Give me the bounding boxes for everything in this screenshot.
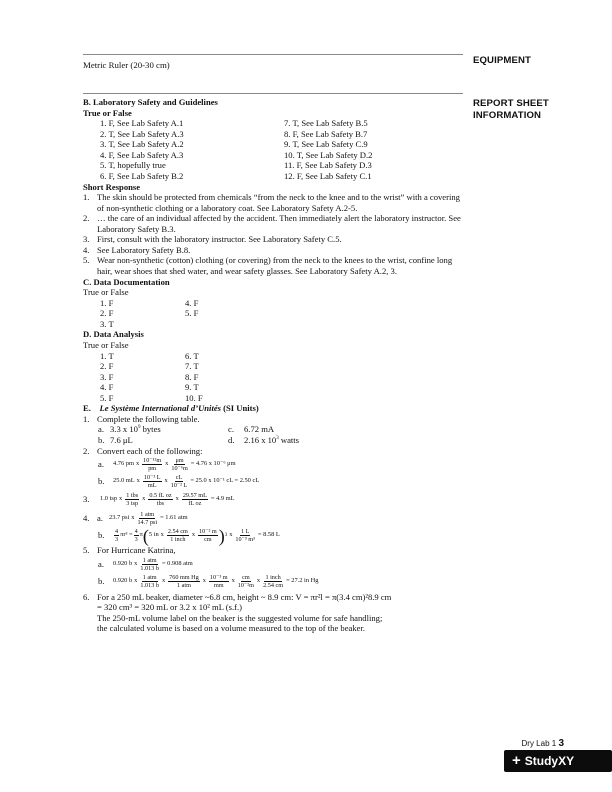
q6-line4: the calculated volume is based on a volume measured to the top of the beaker. (97, 623, 365, 634)
list-item: 9. T, See Lab Safety C.9 (284, 139, 368, 150)
equation-3: 3. 1.0 tsp x $\frac{\text{1 tbs}}{\text{3 tsp}}$ x $\frac{\text{0.5 fL oz}}{\text{tbs}}$ x $\frac{29.57 mL}{\text{fL oz}}$ = 4.9 mL (83, 492, 235, 508)
list-item: 7. T (185, 361, 199, 372)
question-2: 2. Convert each of the following: (83, 445, 203, 456)
section-d-title: D. Data Analysis (83, 329, 144, 340)
item-text: The skin should be protected from chemicals “from the neck to the knee and to the wrist” with a covering of non-synthetic clothing or a laboratory coat. See Laboratory Safety A.2-5. (97, 192, 460, 213)
list-item: 3. F (100, 371, 114, 382)
q1a-unit: bytes (140, 424, 161, 435)
item-number: 1. (83, 192, 90, 203)
item-number: 5. (83, 255, 90, 266)
item-text: … the care of an individual affected by the accident. Then immediately alert the laboratory instructor. See Laboratory Safety B.3. (97, 213, 461, 234)
brand-label: StudyXY (524, 753, 575, 768)
side-heading-line1: REPORT SHEET (473, 98, 549, 109)
q1d-unit: watts (278, 435, 300, 445)
list-item: 6. T (185, 350, 199, 361)
item-text: See Laboratory Safety B.8. (97, 244, 191, 255)
ruler-label: Metric Ruler (20-30 cm) (83, 60, 170, 70)
top-rule (83, 54, 463, 55)
c-right-col (185, 298, 270, 330)
question-5: 5. For Hurricane Katrina, (83, 545, 176, 556)
short-response-item (83, 255, 468, 276)
short-response-item (83, 192, 468, 213)
fraction: $\frac{\text{1 atm}}{1.013 b}$ (140, 556, 159, 572)
fraction: $\frac{\text{10⁻¹²m}}{pm}$ (143, 457, 162, 473)
fraction: $\frac{1 L}{\text{10⁻³ m³}}$ (235, 528, 255, 544)
studyxy-badge[interactable] (504, 750, 612, 772)
list-item: 2. F (100, 308, 114, 319)
list-item: 3. T (100, 318, 114, 329)
list-item: 1. T (100, 350, 114, 361)
question-5-text: For Hurricane Katrina, (97, 545, 176, 556)
fraction: $\frac{29.57 mL}{\text{fL oz}}$ (182, 492, 207, 508)
plus-icon: + (512, 751, 521, 769)
question-2-text: Convert each of the following: (97, 445, 203, 456)
list-item: 4. F, See Lab Safety A.3 (100, 149, 184, 160)
q1-a: a. 3.3 x $10^9$ bytes (98, 424, 161, 435)
question-6: 6. For a 250 mL beaker, diameter ~6.8 cm, height ~ 8.9 cm: V = πr²l = π(3.4 cm)²8.9 cm = 320 cm³ = 320 mL or 3.2 x 10² mL (s.f.) The 250-mL volume label on the beaker is the suggested volume for safe handling; the calculated volume is based on a volume measured to the top of the beaker. (83, 591, 392, 634)
fraction: $\frac{\text{10⁻² m}}{cm}$ (199, 528, 217, 544)
fraction: $\frac{\text{760 mm Hg}}{\text{1 atm}}$ (169, 573, 199, 589)
list-item: 9. T (185, 382, 199, 393)
page-number: 3 (558, 738, 564, 749)
section-c-tf-heading: True or False (83, 287, 129, 298)
section-c-title: C. Data Documentation (83, 276, 170, 287)
section-c-list (83, 298, 468, 330)
list-item: 10. T, See Lab Safety D.2 (284, 149, 373, 160)
side-heading-line2: INFORMATION (473, 110, 542, 121)
q1-right (228, 424, 299, 445)
fraction: $\frac{cL}{\text{10⁻² L}}$ (170, 474, 188, 490)
tf-right-col (284, 118, 468, 181)
section-rule (83, 93, 463, 94)
list-item: 11. F, See Lab Safety D.3 (284, 160, 372, 171)
fraction: $\frac{cm}{\text{10⁻²m}}$ (237, 573, 254, 589)
side-heading-equipment: EQUIPMENT (473, 55, 531, 66)
tf-left-col (100, 118, 284, 181)
fraction: $\frac{\text{0.5 fL oz}}{\text{tbs}}$ (149, 492, 172, 508)
section-e-italic: Le Système International d’Unités (99, 403, 221, 414)
short-response-heading: Short Response (83, 181, 141, 192)
item-number: 2. (83, 213, 90, 224)
q1d-exp: 3 (276, 436, 279, 442)
equation-2a: a. 4.76 pm x $\frac{\text{10⁻¹²m}}{pm}$ x $\frac{\mu m}{\text{10⁻⁶m}}$ = 4.76 x 10⁻⁶ μm (98, 457, 236, 473)
q6-line1: For a 250 mL beaker, diameter ~6.8 cm, height ~ 8.9 cm: V = πr²l = π(3.4 cm)²8.9 cm (97, 591, 392, 602)
q1-left (98, 424, 228, 445)
item-text: First, consult with the laboratory instructor. See Laboratory Safety C.5. (97, 234, 342, 245)
fraction: $\frac{\text{10⁻³ m}}{mm}$ (209, 573, 228, 589)
d-left-col (100, 351, 185, 404)
fraction: $\frac{\text{10⁻³ L}}{mL}$ (143, 474, 161, 490)
list-item: 1. F, See Lab Safety A.1 (100, 118, 184, 129)
c-left-col (100, 298, 185, 330)
report-content (83, 97, 468, 634)
list-item: 6. F, See Lab Safety B.2 (100, 170, 184, 181)
section-e-suffix: (SI Units) (223, 403, 259, 414)
fraction: $\frac{4}{3}$ (115, 528, 119, 544)
fraction: $\frac{\text{1 atm}}{\text{14.7 psi}}$ (137, 511, 158, 527)
section-b-tf-heading: True or False (83, 107, 132, 118)
list-item: 4. F (100, 382, 114, 393)
question-1-text: Complete the following table. (97, 413, 200, 424)
section-e-prefix: E. (83, 403, 91, 414)
list-item: 4. F (185, 297, 199, 308)
q1a-value: 3.3 x 10 (110, 424, 138, 435)
equation-5b: b. 0.920 b x $\frac{\text{1 atm}}{1.013 b}$ x $\frac{\text{760 mm Hg}}{\text{1 atm}}$ x $\frac{\text{10⁻³ m}}{mm}$ x $\frac{cm}{\text{10⁻²m}}$ x $\frac{\text{1 inch}}{2.54 cm}$ = 27.2 in Hg (98, 573, 319, 589)
section-d-tf-heading: True or False (83, 339, 129, 350)
list-item: 8. F, See Lab Safety B.7 (284, 128, 368, 139)
list-item: 12. F, See Lab Safety C.1 (284, 170, 372, 181)
q1c-value: 6.72 mA (244, 424, 275, 435)
q1-d: d. 2.16 x $10^3$ watts (228, 435, 300, 445)
list-item: 5. F (100, 392, 114, 403)
section-b-title: B. Laboratory Safety and Guidelines (83, 97, 218, 107)
list-item: 7. T, See Lab Safety B.5 (284, 118, 368, 129)
q1-table (83, 424, 468, 445)
side-heading-report-sheet (473, 98, 549, 122)
page-footer (522, 738, 564, 750)
list-item: 5. F (185, 308, 199, 319)
fraction: $\frac{\text{1 inch}}{2.54 cm}$ (263, 573, 284, 589)
q6-line3: The 250-mL volume label on the beaker is the suggested volume for safe handling; (97, 612, 383, 623)
item-number: 4. (83, 244, 90, 255)
equation-4a: 4. a. 23.7 psi x $\frac{\text{1 atm}}{\text{14.7 psi}}$ = 1.61 atm (83, 511, 188, 527)
section-e-title (83, 403, 468, 414)
fraction: $\frac{2.54 cm}{\text{1 inch}}$ (167, 528, 188, 544)
d-right-col (185, 351, 270, 404)
section-d-list (83, 351, 468, 404)
short-response-item (83, 213, 468, 234)
q1-c: c. 6.72 mA (228, 424, 275, 435)
fraction: $\frac{4}{3}$ (134, 528, 138, 544)
q1b-value: 7.6 μL (110, 435, 133, 445)
q1-b: b. 7.6 μL (98, 435, 133, 445)
list-item: 3. T, See Lab Safety A.2 (100, 139, 184, 150)
list-item: 10. F (185, 392, 203, 403)
short-response-item (83, 234, 468, 245)
q1a-exp: 9 (137, 425, 141, 431)
list-item: 2. T, See Lab Safety A.3 (100, 128, 184, 139)
item-text: Wear non-synthetic (cotton) clothing (or covering) from the neck to the knees to the wrist, confine long hair, wear shoes that shed water, and wear safety glasses. See Laboratory Safety A.2, 3. (97, 255, 453, 276)
section-b-tf-list (83, 118, 468, 181)
footer-lab: Dry Lab 1 (521, 739, 557, 748)
question-1: 1. Complete the following table. (83, 413, 200, 424)
equation-5a: a. 0.920 b x $\frac{\text{1 atm}}{1.013 b}$ = 0.908 atm (98, 556, 193, 572)
item-number: 3. (83, 234, 90, 245)
fraction: $\frac{\text{1 atm}}{1.013 b}$ (140, 573, 159, 589)
short-response-item (83, 245, 468, 256)
list-item: 1. F (100, 297, 114, 308)
list-item: 2. F (100, 361, 114, 372)
list-item: 5. T, hopefully true (100, 160, 166, 171)
q1d-value: 2.16 x 10 (244, 435, 277, 445)
fraction: $\frac{\text{1 tbs}}{\text{3 tsp}}$ (126, 492, 139, 508)
list-item: 8. F (185, 371, 199, 382)
equation-4b: b. $\frac{4}{3}$ πr³ = $\frac{4}{3}$ π ( 5 in x $\frac{2.54 cm}{\text{1 inch}}$ x $\frac{\text{10⁻² m}}{cm}$ ) 3 x $\frac{1 L}{\text{10⁻³ m³}}$ = 8.58 L (98, 525, 280, 546)
q6-line2: = 320 cm³ = 320 mL or 3.2 x 10² mL (s.f.) (97, 602, 243, 613)
fraction: $\frac{\mu m}{\text{10⁻⁶m}}$ (171, 457, 188, 473)
equation-2b: b. 25.0 mL x $\frac{\text{10⁻³ L}}{mL}$ x $\frac{cL}{\text{10⁻² L}}$ = 25.0 x 10⁻¹ cL = 2.50 cL (98, 474, 260, 490)
